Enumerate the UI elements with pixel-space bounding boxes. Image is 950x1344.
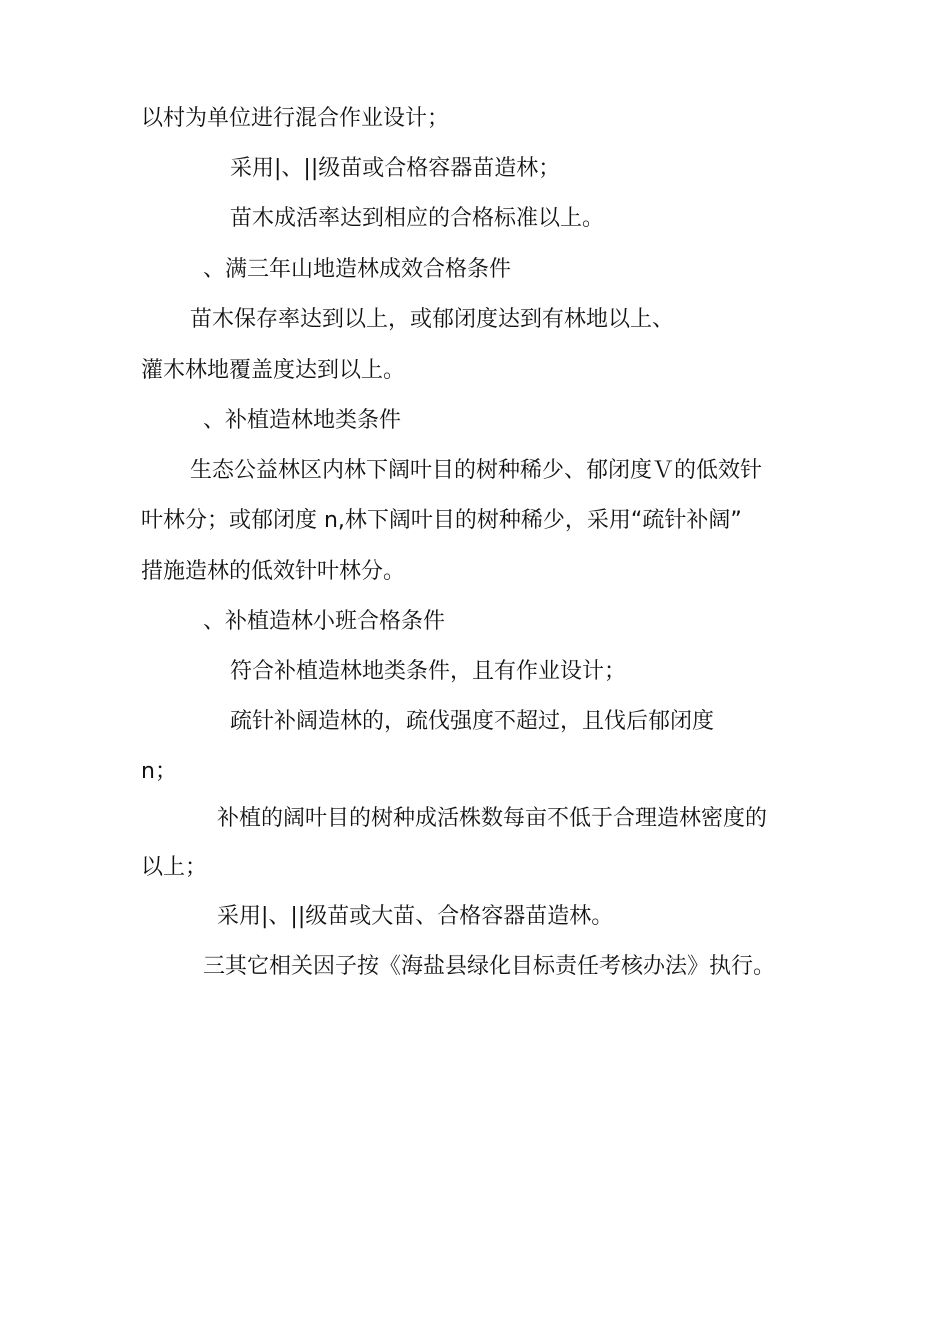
text-line-9: 叶林分；或郁闭度 n,林下阔叶目的树种稀少，采用“疏针补阔” <box>141 508 742 533</box>
text-line-2: 采用|、||级苗或合格容器苗造林； <box>230 156 561 181</box>
section-heading-replanting-subcompartment: 、补植造林小班合格条件 <box>203 609 446 634</box>
text-line-3: 苗木成活率达到相应的合格标准以上。 <box>230 206 605 231</box>
text-line-10: 措施造林的低效针叶林分。 <box>141 559 406 584</box>
text-line-18: 三其它相关因子按《海盐县绿化目标责任考核办法》执行。 <box>203 954 776 979</box>
text-line-8: 生态公益林区内林下阔叶目的树种稀少、郁闭度Ｖ的低效针 <box>190 458 763 483</box>
text-line-13: 疏针补阔造林的，疏伐强度不超过，且伐后郁闭度 <box>230 709 715 734</box>
text-line-17: 采用|、||级苗或大苗、合格容器苗造林。 <box>217 904 614 929</box>
text-line-6: 灌木林地覆盖度达到以上。 <box>141 358 406 383</box>
text-line-16: 以上； <box>141 855 208 880</box>
section-heading-replanting-land-type: 、补植造林地类条件 <box>203 408 402 433</box>
text-line-15: 补植的阔叶目的树种成活株数每亩不低于合理造林密度的 <box>217 806 768 831</box>
text-line-14: n； <box>141 759 177 784</box>
text-line-5: 苗木保存率达到以上，或郁闭度达到有林地以上、 <box>190 307 675 332</box>
text-line-12: 符合补植造林地类条件，且有作业设计； <box>230 659 627 684</box>
section-heading-mountain-afforestation: 、满三年山地造林成效合格条件 <box>203 257 512 282</box>
text-line-1: 以村为单位进行混合作业设计； <box>141 106 450 131</box>
